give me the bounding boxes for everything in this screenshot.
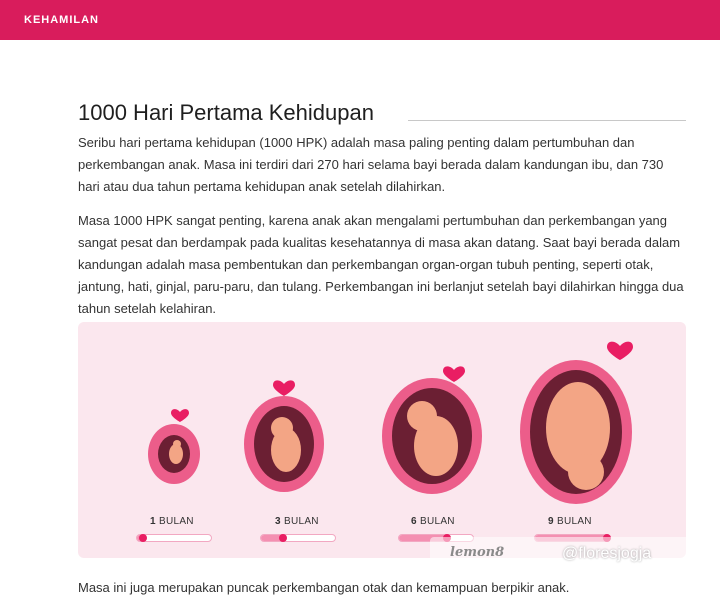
stage-6-number: 6	[411, 516, 417, 527]
article-paragraph-2: Masa 1000 HPK sangat penting, karena anak akan mengalami pertumbuhan dan perkembangan yang sangat pesat dan berdampak pada kualitas kesehatannya di masa akan datang. Saat bayi berada dalam kandungan adalah masa pembentukan dan perkembangan organ-organ tubuh penting, seperti otak, jantung, hati, ginjal, paru-paru, dan tulang. Perkembangan ini berlanjut setelah bayi dilahirkan hingga dua tahun setelah kelahiran.	[78, 213, 684, 316]
stage-3-number: 3	[275, 516, 281, 527]
stage-1-unit: BULAN	[158, 516, 194, 527]
fetus-head	[568, 454, 604, 490]
womb-1-illustration	[140, 402, 210, 502]
article-title-row	[78, 100, 686, 130]
title-divider	[408, 120, 686, 121]
stage-6-unit: BULAN	[419, 516, 455, 527]
stage-3-month	[242, 378, 332, 504]
stage-9-label	[548, 516, 592, 527]
heart-icon	[273, 380, 295, 396]
watermark	[430, 537, 698, 577]
stage-3-progress-knob	[279, 534, 287, 542]
fetus-head	[173, 440, 181, 448]
womb-9-illustration	[518, 336, 638, 506]
watermark-handle: @floresjogja	[562, 545, 652, 562]
stage-3-progress-bar	[260, 534, 336, 542]
heart-icon	[607, 342, 633, 360]
category-header	[0, 0, 720, 40]
stage-9-unit: BULAN	[556, 516, 592, 527]
category-label[interactable]: KEHAMILAN	[24, 14, 99, 26]
fetal-development-infographic	[78, 322, 686, 558]
stage-3-label	[275, 516, 319, 527]
heart-icon	[443, 366, 465, 382]
stage-1-progress-knob	[139, 534, 147, 542]
watermark-logo: lemon8	[450, 545, 505, 560]
stage-1-number: 1	[150, 516, 156, 527]
stage-1-progress-bar	[136, 534, 212, 542]
stage-6-month	[378, 362, 490, 502]
fetus-head	[271, 417, 293, 439]
article-paragraph-1: Seribu hari pertama kehidupan (1000 HPK) adalah masa paling penting dalam pertumbuhan dan perkembangan anak. Masa ini terdiri dari 270 hari selama bayi berada dalam kandungan ibu, dan 730 hari atau dua tahun pertama kehidupan anak setelah dilahirkan.	[78, 135, 664, 194]
article-title: 1000 Hari Pertama Kehidupan	[78, 100, 374, 125]
stage-9-month	[518, 336, 638, 506]
heart-icon	[171, 409, 189, 422]
womb-3-illustration	[242, 378, 332, 504]
womb-6-illustration	[378, 362, 490, 502]
stage-9-number: 9	[548, 516, 554, 527]
stage-6-label	[411, 516, 455, 527]
stage-3-unit: BULAN	[283, 516, 319, 527]
fetus-head	[407, 401, 437, 431]
stage-1-label	[150, 516, 194, 527]
article-paragraph-3: Masa ini juga merupakan puncak perkembangan otak dan kemampuan berpikir anak.	[78, 580, 570, 595]
stage-1-month	[140, 402, 210, 502]
